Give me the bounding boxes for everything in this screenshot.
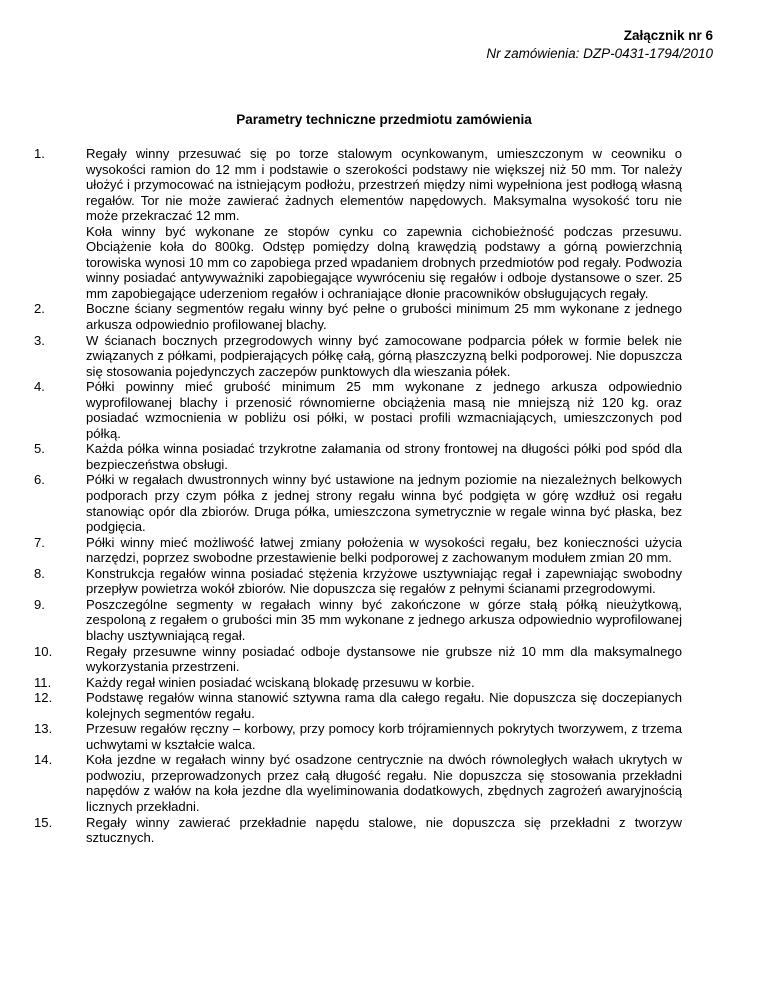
list-item-number: 12.: [34, 690, 53, 706]
list-item: [34, 643, 682, 675]
list-item-text: Podstawę regałów winna stanowić sztywna rama dla całego regału. Nie dopuszcza się doczepianych kolejnych segmentów regału.: [86, 690, 682, 721]
list-item-text: Koła winny być wykonane ze stopów cynku co zapewnia cichobieżność podczas przesuwu. Obciążenie koła do 800kg. Odstęp pomiędzy dolną krawędzią podstawy a górną powierzchnią torowiska wynosi 10 mm co zapobiega przed wpadaniem drobnych przedmiotów pod regały. Podwozia winny posiadać antywyważniki zapobiegające wywróceniu się regałów i odboje dystansowe o szer. 25 mm zapobiegające uderzeniom regałów i ochraniające dłonie pracowników obsługujących regały.: [86, 223, 682, 301]
list-item-number: 6.: [34, 472, 45, 488]
list-item-text: W ścianach bocznych przegrodowych winny być zamocowane podparcia półek w formie belek nie związanych z półkami, podpierających półkę całą, górną płaszczyzną belki podporowej. Nie dopuszcza się stosowania pojedynczych zaczepów punktowych dla wieszania półek.: [86, 332, 682, 379]
list-item-number: 4.: [34, 379, 45, 395]
list-item: [34, 301, 682, 333]
specification-list: [34, 146, 682, 846]
list-item-text: Każda półka winna posiadać trzykrotne załamania od strony frontowej na długości półki pod spód dla bezpieczeństwa obsługi.: [86, 441, 682, 472]
list-item-text: Boczne ściany segmentów regału winny być pełne o grubości minimum 25 mm wykonane z jednego arkusza odpowiednio profilowanej blachy.: [86, 301, 682, 333]
list-item: [34, 472, 682, 535]
list-item: [34, 379, 682, 441]
list-item-number: 2.: [34, 301, 45, 317]
list-item-text: Regały winny zawierać przekładnie napędu stalowe, nie dopuszcza się przekładni z tworzyw sztucznych.: [86, 814, 682, 846]
list-item-text: Przesuw regałów ręczny – korbowy, przy pomocy korb trójramiennych pokrytych tworzywem, z trzema uchwytami w kształcie walca.: [86, 721, 682, 752]
list-item-text: Każdy regał winien posiadać wciskaną blokadę przesuwu w korbie.: [86, 674, 475, 690]
annex-label: Załącznik nr 6: [623, 28, 713, 43]
list-item-number: 13.: [34, 721, 53, 737]
list-item: [34, 721, 682, 752]
list-item-text: Koła jezdne w regałach winny być osadzone centrycznie na dwóch równoległych wałach ukrytych w podwoziu, przeprowadzonych przez całą długość regału. Nie dopuszcza się stosowania przekładni napędów z wałów na koła jezdne dla wyeliminowania dodatkowych, zbędnych zagrożeń awaryjnością licznych przekładni.: [86, 752, 682, 814]
list-item-text: Konstrukcja regałów winna posiadać stężenia krzyżowe usztywniając regał i zapewniając swobodny przepływ powietrza wokół zbiorów. Nie dopuszcza się regałów z pełnymi ścianami przegrodowymi.: [86, 565, 682, 597]
list-item: [34, 565, 682, 597]
list-item-number: 9.: [34, 596, 45, 612]
list-item-text: Półki w regałach dwustronnych winny być ustawione na jednym poziomie na niezależnych belkowych podporach przy czym półka z jednej strony regału winna być podgięta w górę wzdłuż osi regału stanowiąc opór dla zbiorów. Druga półka, umieszczona symetrycznie w regale winna być płaska, bez podgięcia.: [86, 472, 682, 535]
document-header: [486, 27, 713, 63]
list-item-number: 3.: [34, 332, 45, 348]
list-item: [34, 752, 682, 814]
list-item: [34, 534, 682, 566]
document-title: Parametry techniczne przedmiotu zamówienia: [236, 112, 532, 127]
list-item-number: 7.: [34, 534, 45, 550]
list-item-number: 14.: [34, 752, 53, 768]
list-item-text: Regały winny przesuwać się po torze stalowym ocynkowanym, umieszczonym w ceowniku o wysokości ramion do 12 mm i podstawie o szerokości podstawy nie większej niż 50 mm. Tor należy ułożyć i przymocować na istniejącym podłożu, przestrzeń między nimi wypełniona jest podłogą własną regałów. Tor nie może zawierać żadnych elementów napędowych. Maksymalna wysokość toru nie może przekraczać 12 mm.: [86, 146, 682, 224]
list-item: [34, 674, 682, 691]
list-item: [34, 814, 682, 846]
list-item-number: 10.: [34, 643, 53, 659]
list-item-number: 5.: [34, 441, 45, 457]
list-item-text: Regały przesuwne winny posiadać odboje dystansowe nie grubsze niż 10 mm dla maksymalnego wykorzystania przestrzeni.: [86, 643, 682, 675]
list-item: [34, 690, 682, 721]
list-item-text: Poszczególne segmenty w regałach winny być zakończone w górze stałą półką nieużytkową, zespoloną z regałem o grubości min 35 mm wykonane z jednego arkusza odpowiednio wyprofilowanej blachy usztywniającą regał.: [86, 596, 682, 643]
list-item: [34, 332, 682, 380]
list-item-number: 1.: [34, 146, 45, 161]
list-item: [34, 146, 682, 301]
order-number: Nr zamówienia: DZP-0431-1794/2010: [486, 46, 713, 61]
list-item-number: 15.: [34, 814, 53, 830]
list-item: [34, 596, 682, 644]
list-item-text: Półki winny mieć możliwość łatwej zmiany położenia w wysokości regału, bez konieczności użycia narzędzi, poprzez swobodne przestawienie belki podporowej z zachowanym modułem zmian 20 mm.: [86, 534, 682, 566]
list-item-number: 11.: [34, 674, 52, 690]
list-item-text: Półki powinny mieć grubość minimum 25 mm wykonane z jednego arkusza odpowiednio wyprofilowanej blachy i przenosić równomierne obciążenia masą nie mniejszą niż 120 kg. oraz posiadać wzmocnienia w pobliżu osi półki, w postaci profili wzmacniających, umieszczonych pod półką.: [86, 379, 682, 441]
list-item: [34, 441, 682, 472]
list-item-number: 8.: [34, 565, 45, 581]
